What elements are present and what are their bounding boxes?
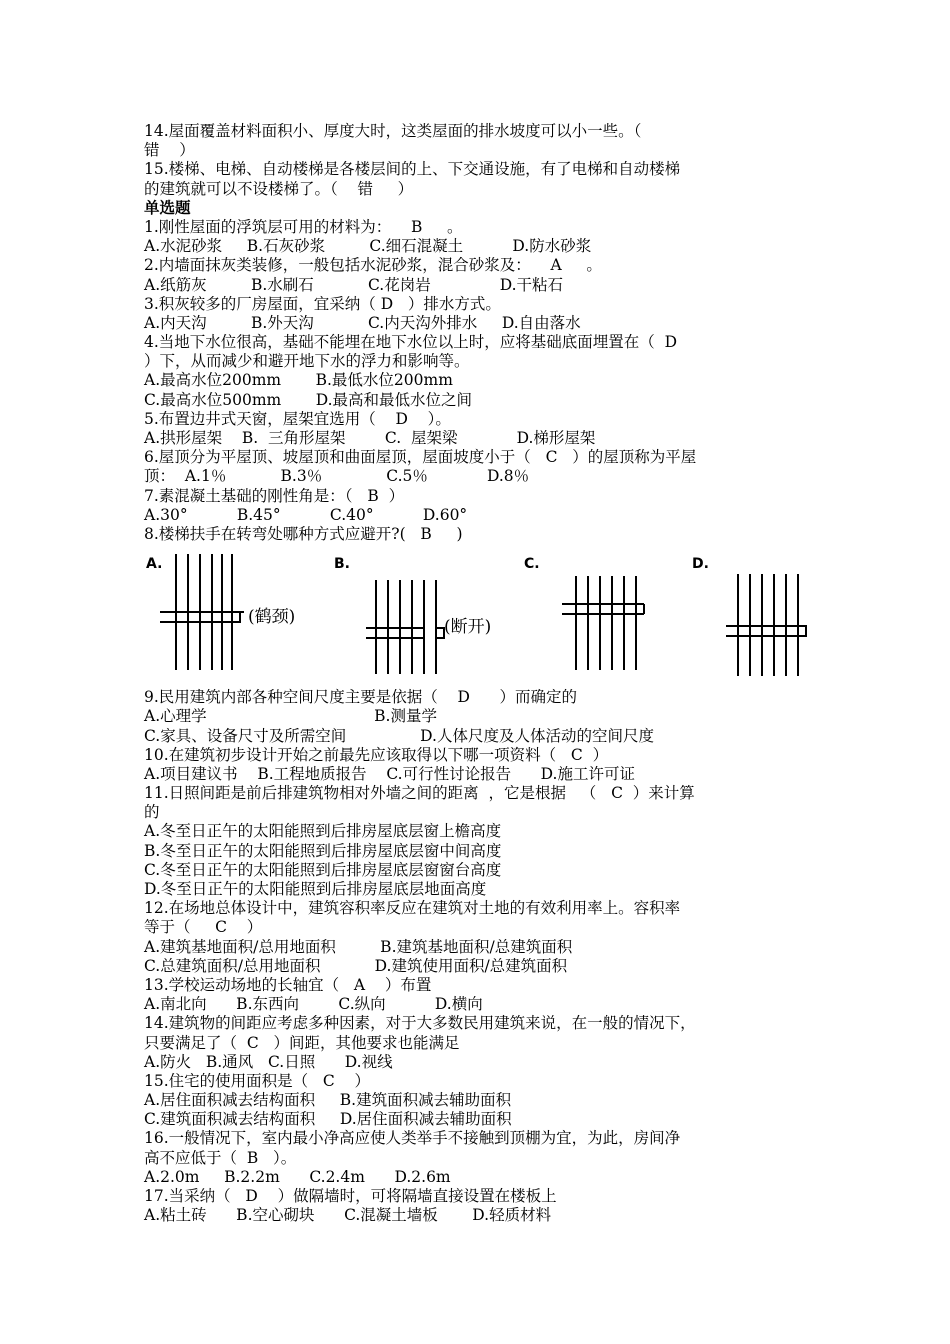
question-8: 8.楼梯扶手在转弯处哪种方式应避开?( B ) (144, 524, 463, 543)
question-6-cont: 顶： A.1％ B.3％ C.5％ D.8％ (144, 467, 530, 486)
question-14: 14.建筑物的间距应考虑多种因素，对于大多数民用建筑来说，在一般的情况下， (144, 1014, 696, 1033)
question-11-option-b: B.冬至日正午的太阳能照到后排房屋底层窗中间高度 (144, 841, 502, 860)
text-line: 15.楼梯、电梯、自动楼梯是各楼层间的上、下交通设施，有了电梯和自动楼梯 (144, 160, 681, 179)
question-12-options-2: C.总建筑面积/总用地面积 D.建筑使用面积/总建筑面积 (144, 956, 568, 975)
question-2-options: A.纸筋灰 B.水刷石 C.花岗岩 D.干粘石 (144, 275, 563, 294)
handrail-diagram-d (704, 552, 824, 684)
question-10-options: A.项目建议书 B.工程地质报告 C.可行性讨论报告 D.施工许可证 (144, 764, 635, 783)
question-15-options-2: C.建筑面积减去结构面积 D.居住面积减去辅助面积 (144, 1110, 512, 1129)
question-4: 4.当地下水位很高，基础不能埋在地下水位以上时，应将基础底面埋置在（ D (144, 333, 678, 352)
question-5-options: A.拱形屋架 B. 三角形屋架 C. 屋架梁 D.梯形屋架 (144, 429, 596, 447)
question-16-cont: 高不应低于（ B ）。 (144, 1148, 297, 1167)
question-3: 3.积灰较多的厂房屋面，宜采纳（ D ）排水方式。 (144, 294, 501, 313)
question-1-options: A.水泥砂浆 B.石灰砂浆 C.细石混凝土 D.防水砂浆 (144, 237, 592, 256)
document-page (144, 122, 812, 1225)
question-15: 15.住宅的使用面积是（ C ） (144, 1071, 370, 1090)
question-11: 11.日照间距是前后排建筑物相对外墙之间的距离 ，它是根据 （ C ）来计算 (144, 784, 695, 803)
fig-note-b: (断开) (444, 617, 492, 638)
question-4-options-1: A.最高水位200mm B.最低水位200mm (144, 371, 453, 390)
question-10: 10.在建筑初步设计开始之前最先应该取得以下哪一项资料（ C ） (144, 745, 609, 764)
text-line: 的建筑就可以不设楼梯了。（ 错 ） (144, 179, 414, 198)
question-15-options-1: A.居住面积减去结构面积 B.建筑面积减去辅助面积 (144, 1091, 512, 1110)
fig-note-a: (鹤颈) (248, 607, 296, 628)
question-11-option-c: C.冬至日正午的太阳能照到后排房屋底层窗窗台高度 (144, 860, 502, 879)
question-12: 12.在场地总体设计中，建筑容积率反应在建筑对土地的有效利用率上。容积率 (144, 899, 681, 918)
question-5: 5.布置边井式天窗，屋架宜选用（ D ）。 (144, 409, 451, 428)
question-2: 2.内墙面抹灰类装修，一般包括水泥砂浆，混合砂浆及： A 。 (144, 256, 602, 275)
question-3-options: A.内天沟 B.外天沟 C.内天沟外排水 D.自由落水 (144, 313, 581, 332)
question-7-options: A.30° B.45° C.40° D.60° (144, 505, 468, 524)
question-16: 16.一般情况下，室内最小净高应使人类举手不接触到顶棚为宜，为此，房间净 (144, 1129, 681, 1148)
section-heading: 单选题 (144, 198, 191, 217)
question-6: 6.屋顶分为平屋顶、坡屋顶和曲面屋顶，屋面坡度小于（ C ）的屋顶称为平屋 (144, 448, 697, 467)
question-1: 1.刚性屋面的浮筑层可用的材料为： B 。 (144, 217, 463, 236)
question-12-cont: 等于（ C ） (144, 918, 263, 937)
question-17-options: A.粘土砖 B.空心砌块 C.混凝土墙板 D.轻质材料 (144, 1206, 552, 1225)
text-line: 错 ） (144, 141, 195, 160)
question-7: 7.素混凝土基础的刚性角是：（ B ） (144, 486, 405, 505)
text-line: 14.屋面覆盖材料面积小、厚度大时，这类屋面的排水坡度可以小一些。（ (144, 122, 642, 140)
question-9-options-1: A.心理学 B.测量学 (144, 707, 437, 726)
question-16-options: A.2.0m B.2.2m C.2.4m D.2.6m (144, 1167, 451, 1186)
question-13: 13.学校运动场地的长轴宜（ A ）布置 (144, 975, 432, 994)
question-4-options-2: C.最高水位500mm D.最高和最低水位之间 (144, 390, 473, 409)
question-14-options: A.防火 B.通风 C.日照 D.视线 (144, 1052, 393, 1071)
question-11-option-a: A.冬至日正午的太阳能照到后排房屋底层窗上檐高度 (144, 822, 502, 841)
fig-label-d: D. (692, 556, 709, 573)
question-9-options-2: C.家具、设备尺寸及所需空间 D.人体尺度及人体活动的空间尺度 (144, 726, 654, 745)
question-9: 9.民用建筑内部各种空间尺度主要是依据（ D ）而确定的 (144, 688, 577, 707)
question-11-option-d: D.冬至日正午的太阳能照到后排房屋底层地面高度 (144, 880, 487, 898)
fig-label-b: B. (334, 556, 350, 573)
fig-label-a: A. (146, 556, 163, 573)
question-4-cont: ）下，从而减少和避开地下水的浮力和影响等。 (144, 352, 470, 371)
question-17: 17.当采纳（ D ）做隔墙时，可将隔墙直接设置在楼板上 (144, 1187, 557, 1205)
handrail-diagrams (144, 552, 709, 684)
question-13-options: A.南北向 B.东西向 C.纵向 D.横向 (144, 995, 483, 1014)
question-14-cont: 只要满足了（ C ）间距，其他要求也能满足 (144, 1033, 460, 1052)
fig-label-c: C. (524, 556, 540, 573)
question-11-cont: 的 (144, 803, 160, 822)
question-12-options-1: A.建筑基地面积/总用地面积 B.建筑基地面积/总建筑面积 (144, 937, 573, 956)
handrail-figure (144, 552, 812, 684)
